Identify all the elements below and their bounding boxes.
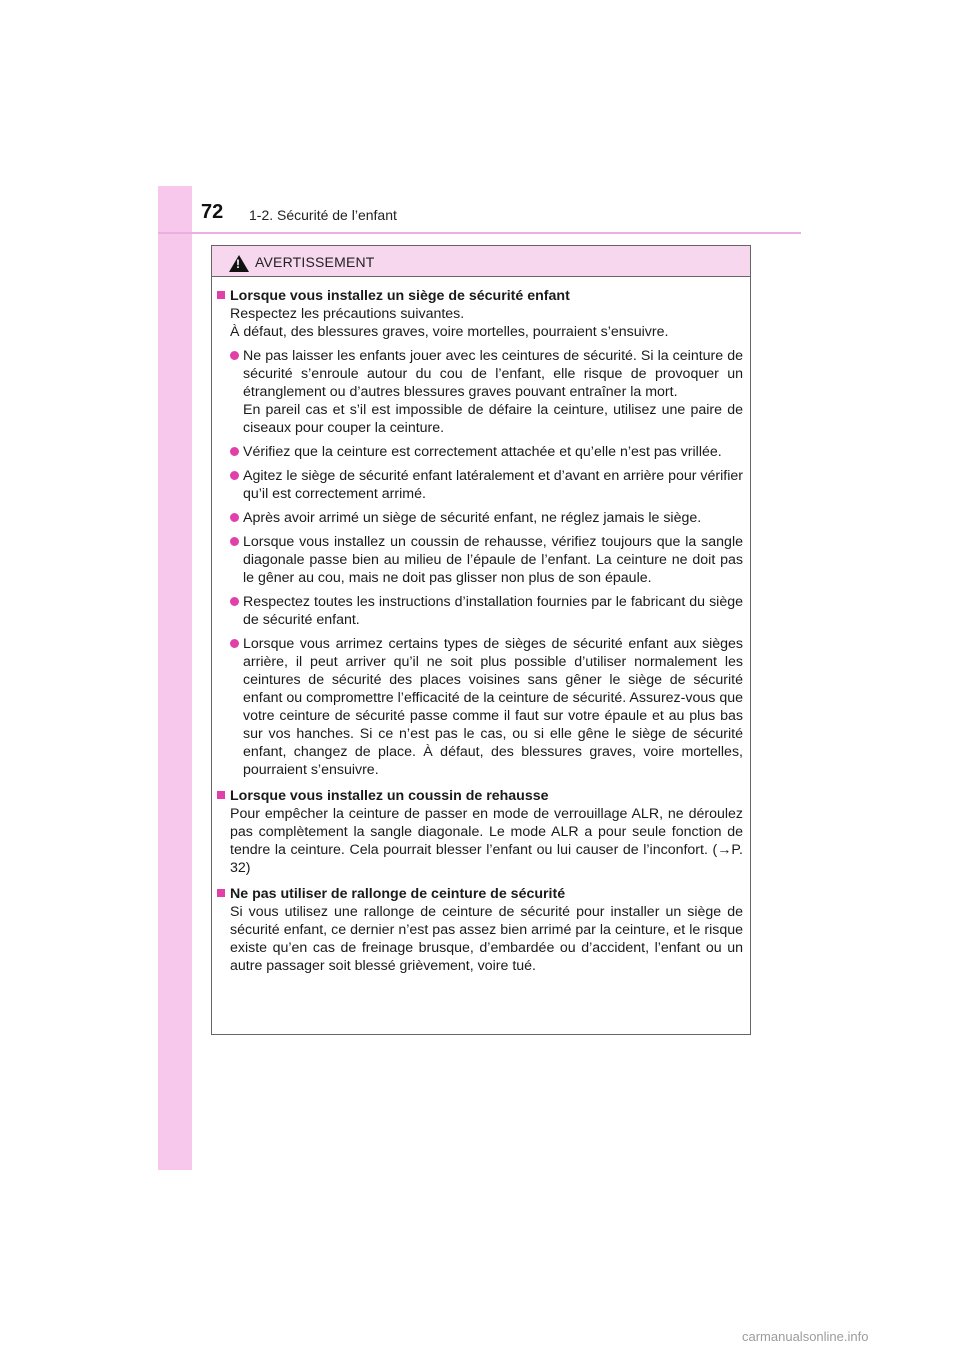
list-item-text: Vérifiez que la ceinture est correctement attachée et qu’elle n’est pas vrillée. [243, 444, 722, 460]
list-item [217, 347, 743, 437]
round-bullet-icon [230, 513, 239, 522]
square-bullet-icon [217, 291, 225, 299]
list-item [217, 443, 743, 461]
list-item-text: Lorsque vous arrimez certains types de sièges de sécurité enfant aux sièges arrière, il peut arriver qu’il ne soit plus possible d’utiliser normalement les ceintures de sécurité des places voisines sans gêner le siège de sécurité enfant ou compromettre l’efficacité de la ceinture de sécurité. Assurez-vous que votre ceinture de sécurité passe comme il faut sur votre épaule et au plus bas sur vos hanches. Si ce n’est pas le cas, ou si elle gêne le siège de sécurité enfant, changez de place. À défaut, des blessures graves, voire mortelles, pourraient s’ensuivre. [243, 636, 743, 778]
list-item [217, 467, 743, 503]
intro-line: Si vous utilisez une rallonge de ceinture de sécurité pour installer un siège de sécurité enfant, ce dernier n’est pas assez bien arrimé par la ceinture, et le risque existe qu’en cas de freinage brusque, d’embardée ou d’accident, l’enfant ou un autre passager soit blessé grièvement, voire tué. [230, 904, 743, 974]
list-item-text: En pareil cas et s’il est impossible de défaire la ceinture, utilisez une paire de ciseaux pour couper la ceinture. [243, 402, 743, 436]
warning-title: AVERTISSEMENT [255, 254, 375, 270]
section-title: 1-2. Sécurité de l’enfant [249, 207, 397, 223]
square-bullet-icon [217, 889, 225, 897]
list-item [217, 509, 743, 527]
round-bullet-icon [230, 471, 239, 480]
section-intro [217, 305, 743, 341]
list-item [217, 635, 743, 779]
list-item-text: Après avoir arrimé un siège de sécurité enfant, ne réglez jamais le siège. [243, 510, 702, 526]
section-heading-text: Ne pas utiliser de rallonge de ceinture de sécurité [230, 886, 566, 902]
chapter-side-tab [158, 186, 192, 1170]
list-item-text: Agitez le siège de sécurité enfant latéralement et d’avant en arrière pour vérifier qu’il est correctement arrimé. [243, 468, 743, 502]
list-item-text: Lorsque vous installez un coussin de rehausse, vérifiez toujours que la sangle diagonale passe bien au milieu de l’épaule de l’enfant. La ceinture ne doit pas le gêner au cou, mais ne doit pas glisser non plus de son épaule. [243, 534, 743, 586]
intro-line: Pour empêcher la ceinture de passer en mode de verrouillage ALR, ne déroulez pas complètement la sangle diagonale. Le mode ALR a pour seule fonction de tendre la ceinture. Cela pourrait blesser l’enfant ou lui causer de l’inconfort. (→P. 32) [230, 806, 743, 876]
square-bullet-icon [217, 791, 225, 799]
intro-line: À défaut, des blessures graves, voire mortelles, pourraient s’ensuivre. [230, 324, 669, 340]
warning-content [212, 277, 750, 975]
section-intro [217, 903, 743, 975]
round-bullet-icon [230, 639, 239, 648]
round-bullet-icon [230, 351, 239, 360]
list-item [217, 593, 743, 629]
page-number: 72 [201, 201, 224, 223]
warning-header [212, 246, 750, 277]
watermark: carmanualsonline.info [742, 1329, 869, 1344]
warning-box [211, 245, 751, 1035]
warning-triangle-icon [229, 255, 249, 272]
section-heading-text: Lorsque vous installez un siège de sécurité enfant [230, 288, 570, 304]
round-bullet-icon [230, 447, 239, 456]
header-rule [158, 232, 801, 234]
list-item-text: Ne pas laisser les enfants jouer avec les ceintures de sécurité. Si la ceinture de sécurité s’enroule autour du cou de l’enfant, elle risque de provoquer un étranglement ou d’autres blessures graves pouvant entraîner la mort. [243, 348, 743, 400]
section-heading [217, 787, 743, 805]
list-item [217, 533, 743, 587]
section-intro [217, 805, 743, 877]
section-heading [217, 287, 743, 305]
intro-line: Respectez les précautions suivantes. [230, 306, 465, 322]
round-bullet-icon [230, 537, 239, 546]
list-item-text: Respectez toutes les instructions d’installation fournies par le fabricant du siège de sécurité enfant. [243, 594, 743, 628]
section-heading-text: Lorsque vous installez un coussin de rehausse [230, 788, 549, 804]
round-bullet-icon [230, 597, 239, 606]
section-heading [217, 885, 743, 903]
